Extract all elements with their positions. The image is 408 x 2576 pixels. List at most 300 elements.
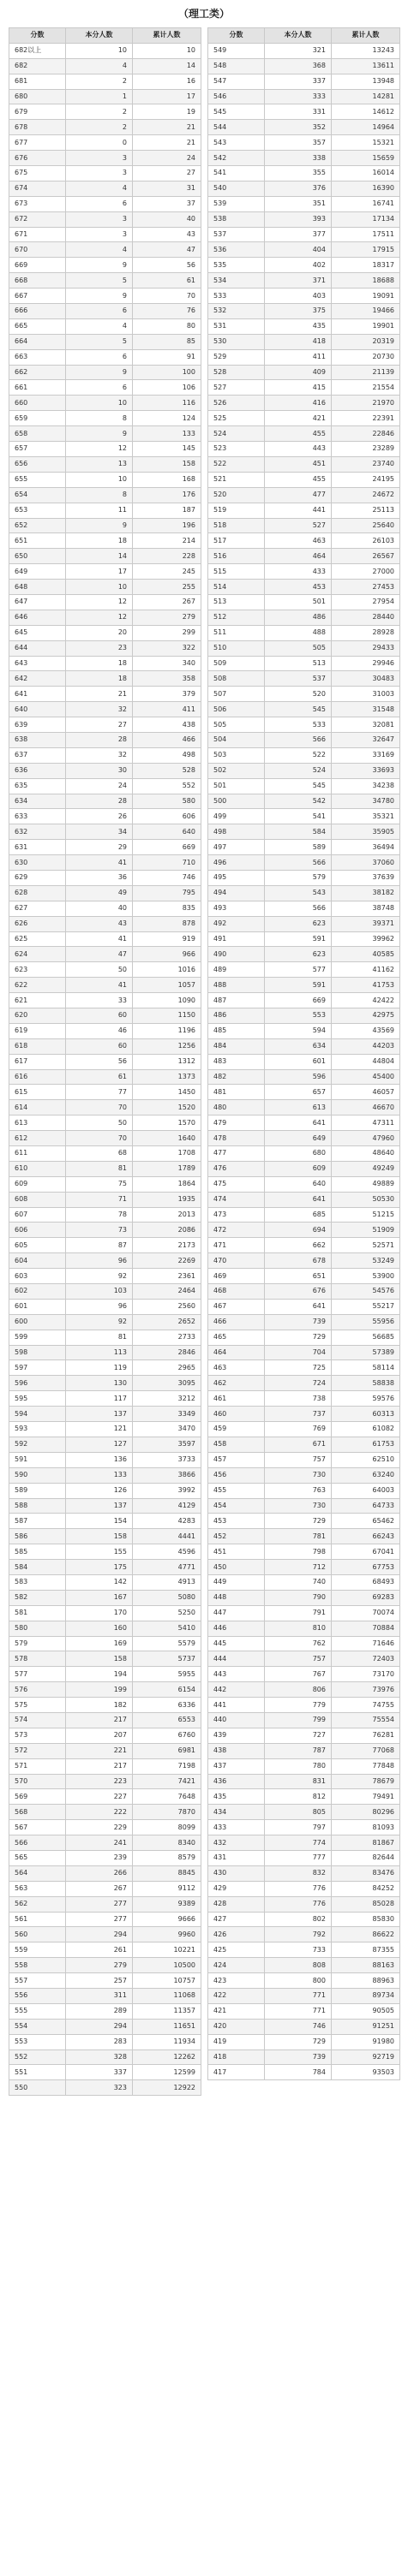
- count-cell: 810: [265, 1621, 332, 1636]
- cumulative-cell: 24672: [332, 487, 400, 503]
- cumulative-cell: 17915: [332, 242, 400, 258]
- cumulative-cell: 16: [133, 74, 201, 89]
- count-cell: 601: [265, 1054, 332, 1069]
- cumulative-cell: 88163: [332, 1958, 400, 1973]
- cumulative-cell: 196: [133, 518, 201, 533]
- score-cell: 427: [208, 1912, 265, 1927]
- table-row: [208, 1682, 400, 1698]
- score-cell: 448: [208, 1590, 265, 1605]
- cumulative-cell: 8099: [133, 1820, 201, 1835]
- table-row: [208, 1023, 400, 1038]
- score-cell: 509: [208, 656, 265, 671]
- table-row: [9, 1161, 201, 1176]
- count-cell: 311: [66, 1989, 133, 2004]
- table-row: [208, 58, 400, 74]
- cumulative-cell: 10221: [133, 1942, 201, 1958]
- count-cell: 488: [265, 625, 332, 640]
- count-cell: 32: [66, 747, 133, 763]
- cumulative-cell: 1016: [133, 962, 201, 978]
- count-cell: 279: [66, 1958, 133, 1973]
- count-cell: 662: [265, 1238, 332, 1253]
- cumulative-cell: 44203: [332, 1038, 400, 1054]
- table-row: [9, 411, 201, 426]
- cumulative-cell: 91251: [332, 2019, 400, 2034]
- table-row: [208, 318, 400, 334]
- cumulative-cell: 20319: [332, 334, 400, 349]
- cumulative-cell: 88963: [332, 1973, 400, 1989]
- score-cell: 481: [208, 1085, 265, 1100]
- score-cell: 605: [9, 1238, 66, 1253]
- table-row: [208, 104, 400, 120]
- cumulative-cell: 7198: [133, 1758, 201, 1774]
- score-cell: 540: [208, 181, 265, 196]
- table-row: [9, 273, 201, 289]
- cumulative-cell: 46057: [332, 1085, 400, 1100]
- cumulative-cell: 16390: [332, 181, 400, 196]
- table-row: [208, 1989, 400, 2004]
- cumulative-cell: 35321: [332, 809, 400, 824]
- count-cell: 199: [66, 1682, 133, 1698]
- cumulative-cell: 72403: [332, 1651, 400, 1667]
- count-cell: 704: [265, 1345, 332, 1360]
- score-cell: 620: [9, 1008, 66, 1024]
- cumulative-cell: 267: [133, 594, 201, 610]
- score-cell: 474: [208, 1192, 265, 1207]
- table-row: [9, 947, 201, 962]
- score-cell: 493: [208, 901, 265, 916]
- score-cell: 467: [208, 1299, 265, 1314]
- table-row: [9, 1069, 201, 1085]
- table-row: [9, 2003, 201, 2019]
- count-cell: 371: [265, 273, 332, 289]
- table-row: [208, 1912, 400, 1927]
- cumulative-cell: 3733: [133, 1452, 201, 1467]
- cumulative-cell: 255: [133, 580, 201, 595]
- count-cell: 207: [66, 1728, 133, 1743]
- cumulative-cell: 56: [133, 258, 201, 273]
- count-cell: 784: [265, 2065, 332, 2080]
- count-cell: 0: [66, 135, 133, 151]
- table-row: [208, 135, 400, 151]
- cumulative-cell: 34780: [332, 794, 400, 809]
- cumulative-cell: 84252: [332, 1881, 400, 1896]
- score-cell: 657: [9, 442, 66, 457]
- cumulative-cell: 3095: [133, 1376, 201, 1391]
- score-cell: 442: [208, 1682, 265, 1698]
- table-row: [9, 1115, 201, 1131]
- score-cell: 439: [208, 1728, 265, 1743]
- count-cell: 780: [265, 1758, 332, 1774]
- column-header-count: 本分人数: [66, 28, 133, 44]
- cumulative-cell: 13611: [332, 58, 400, 74]
- count-cell: 137: [66, 1407, 133, 1422]
- count-cell: 477: [265, 487, 332, 503]
- score-cell: 454: [208, 1498, 265, 1514]
- count-cell: 455: [265, 426, 332, 442]
- cumulative-cell: 43: [133, 227, 201, 242]
- score-cell: 446: [208, 1621, 265, 1636]
- score-cell: 548: [208, 58, 265, 74]
- table-row: [9, 931, 201, 947]
- score-cell: 654: [9, 487, 66, 503]
- table-row: [208, 1054, 400, 1069]
- table-row: [208, 2019, 400, 2034]
- cumulative-cell: 14612: [332, 104, 400, 120]
- cumulative-cell: 21139: [332, 365, 400, 380]
- count-cell: 27: [66, 717, 133, 733]
- count-cell: 117: [66, 1391, 133, 1407]
- table-body-right: [208, 43, 400, 2079]
- count-cell: 641: [265, 1192, 332, 1207]
- table-row: [208, 1927, 400, 1942]
- cumulative-cell: 90505: [332, 2003, 400, 2019]
- cumulative-cell: 2846: [133, 1345, 201, 1360]
- table-row: [9, 1498, 201, 1514]
- count-cell: 68: [66, 1146, 133, 1162]
- table-row: [208, 1865, 400, 1881]
- table-row: [9, 702, 201, 717]
- cumulative-cell: 4771: [133, 1560, 201, 1575]
- score-cell: 600: [9, 1314, 66, 1330]
- cumulative-cell: 56685: [332, 1330, 400, 1345]
- table-row: [208, 1131, 400, 1146]
- table-row: [208, 962, 400, 978]
- cumulative-cell: 29946: [332, 656, 400, 671]
- count-cell: 127: [66, 1437, 133, 1452]
- count-cell: 12: [66, 442, 133, 457]
- count-cell: 9: [66, 426, 133, 442]
- table-row: [208, 1958, 400, 1973]
- table-row: [208, 89, 400, 104]
- count-cell: 20: [66, 625, 133, 640]
- table-row: [208, 1605, 400, 1621]
- table-row: [208, 1176, 400, 1192]
- count-cell: 10: [66, 472, 133, 487]
- table-row: [9, 1238, 201, 1253]
- score-cell: 485: [208, 1023, 265, 1038]
- count-cell: 375: [265, 304, 332, 319]
- cumulative-cell: 27: [133, 166, 201, 181]
- score-cell: 488: [208, 978, 265, 993]
- cumulative-cell: 63240: [332, 1467, 400, 1483]
- cumulative-cell: 49249: [332, 1161, 400, 1176]
- count-cell: 40: [66, 901, 133, 916]
- count-cell: 8: [66, 487, 133, 503]
- cumulative-cell: 3349: [133, 1407, 201, 1422]
- score-cell: 459: [208, 1422, 265, 1437]
- cumulative-cell: 835: [133, 901, 201, 916]
- count-cell: 221: [66, 1743, 133, 1758]
- score-cell: 641: [9, 687, 66, 702]
- score-cell: 647: [9, 594, 66, 610]
- table-row: [208, 1789, 400, 1805]
- count-cell: 409: [265, 365, 332, 380]
- table-row: [208, 1253, 400, 1269]
- score-cell: 570: [9, 1774, 66, 1789]
- score-cell: 525: [208, 411, 265, 426]
- table-row: [208, 549, 400, 564]
- score-cell: 622: [9, 978, 66, 993]
- score-cell: 576: [9, 1682, 66, 1698]
- table-row: [208, 702, 400, 717]
- score-cell: 432: [208, 1835, 265, 1851]
- column-header-score: 分数: [208, 28, 265, 44]
- table-row: [208, 304, 400, 319]
- cumulative-cell: 5579: [133, 1636, 201, 1651]
- count-cell: 591: [265, 978, 332, 993]
- table-row: [208, 365, 400, 380]
- count-cell: 33: [66, 993, 133, 1008]
- count-cell: 29: [66, 840, 133, 855]
- count-cell: 50: [66, 1115, 133, 1131]
- score-cell: 637: [9, 747, 66, 763]
- table-row: [9, 2065, 201, 2080]
- table-row: [9, 1345, 201, 1360]
- count-cell: 453: [265, 580, 332, 595]
- cumulative-cell: 68493: [332, 1574, 400, 1590]
- score-cell: 633: [9, 809, 66, 824]
- count-cell: 712: [265, 1560, 332, 1575]
- cumulative-cell: 322: [133, 640, 201, 656]
- score-table-right: [207, 27, 400, 2080]
- table-row: [208, 1590, 400, 1605]
- count-cell: 579: [265, 870, 332, 885]
- table-row: [208, 1360, 400, 1376]
- cumulative-cell: 86622: [332, 1927, 400, 1942]
- score-cell: 510: [208, 640, 265, 656]
- cumulative-cell: 6336: [133, 1698, 201, 1713]
- cumulative-cell: 17: [133, 89, 201, 104]
- score-cell: 463: [208, 1360, 265, 1376]
- count-cell: 261: [66, 1942, 133, 1958]
- count-cell: 158: [66, 1651, 133, 1667]
- count-cell: 771: [265, 2003, 332, 2019]
- table-row: [208, 1223, 400, 1238]
- count-cell: 9: [66, 518, 133, 533]
- count-cell: 113: [66, 1345, 133, 1360]
- score-cell: 594: [9, 1407, 66, 1422]
- score-cell: 531: [208, 318, 265, 334]
- table-row: [9, 1131, 201, 1146]
- count-cell: 542: [265, 794, 332, 809]
- table-row: [208, 74, 400, 89]
- cumulative-cell: 76: [133, 304, 201, 319]
- count-cell: 30: [66, 763, 133, 778]
- score-cell: 618: [9, 1038, 66, 1054]
- count-cell: 142: [66, 1574, 133, 1590]
- table-row: [208, 747, 400, 763]
- table-row: [9, 1284, 201, 1300]
- table-row: [208, 1881, 400, 1896]
- table-row: [9, 1452, 201, 1467]
- table-row: [9, 518, 201, 533]
- cumulative-cell: 100: [133, 365, 201, 380]
- score-cell: 561: [9, 1912, 66, 1927]
- table-row: [208, 1560, 400, 1575]
- score-cell: 515: [208, 564, 265, 580]
- cumulative-cell: 77848: [332, 1758, 400, 1774]
- score-cell: 470: [208, 1253, 265, 1269]
- score-cell: 591: [9, 1452, 66, 1467]
- table-row: [208, 763, 400, 778]
- count-cell: 685: [265, 1207, 332, 1223]
- score-cell: 563: [9, 1881, 66, 1896]
- score-cell: 670: [9, 242, 66, 258]
- cumulative-cell: 2361: [133, 1269, 201, 1284]
- count-cell: 455: [265, 472, 332, 487]
- score-cell: 648: [9, 580, 66, 595]
- count-cell: 787: [265, 1743, 332, 1758]
- count-cell: 8: [66, 411, 133, 426]
- cumulative-cell: 28928: [332, 625, 400, 640]
- cumulative-cell: 24195: [332, 472, 400, 487]
- score-cell: 476: [208, 1161, 265, 1176]
- score-cell: 537: [208, 227, 265, 242]
- table-row: [9, 1574, 201, 1590]
- count-cell: 589: [265, 840, 332, 855]
- score-cell: 634: [9, 794, 66, 809]
- table-row: [208, 947, 400, 962]
- score-cell: 553: [9, 2034, 66, 2049]
- count-cell: 376: [265, 181, 332, 196]
- cumulative-cell: 1570: [133, 1115, 201, 1131]
- count-cell: 649: [265, 1131, 332, 1146]
- score-cell: 466: [208, 1314, 265, 1330]
- cumulative-cell: 18317: [332, 258, 400, 273]
- score-cell: 536: [208, 242, 265, 258]
- cumulative-cell: 2464: [133, 1284, 201, 1300]
- score-cell: 472: [208, 1223, 265, 1238]
- count-cell: 136: [66, 1452, 133, 1467]
- count-cell: 133: [66, 1467, 133, 1483]
- count-cell: 77: [66, 1085, 133, 1100]
- score-cell: 610: [9, 1161, 66, 1176]
- score-cell: 675: [9, 166, 66, 181]
- score-cell: 666: [9, 304, 66, 319]
- score-cell: 662: [9, 365, 66, 380]
- cumulative-cell: 10500: [133, 1958, 201, 1973]
- table-row: [208, 732, 400, 747]
- count-cell: 241: [66, 1835, 133, 1851]
- table-row: [9, 1927, 201, 1942]
- score-cell: 457: [208, 1452, 265, 1467]
- table-row: [9, 472, 201, 487]
- count-cell: 730: [265, 1467, 332, 1483]
- table-row: [208, 993, 400, 1008]
- score-cell: 593: [9, 1422, 66, 1437]
- score-cell: 636: [9, 763, 66, 778]
- count-cell: 739: [265, 2049, 332, 2065]
- score-cell: 682以上: [9, 43, 66, 58]
- cumulative-cell: 5250: [133, 1605, 201, 1621]
- score-cell: 484: [208, 1038, 265, 1054]
- cumulative-cell: 61753: [332, 1437, 400, 1452]
- cumulative-cell: 279: [133, 610, 201, 625]
- score-cell: 443: [208, 1667, 265, 1682]
- cumulative-cell: 54576: [332, 1284, 400, 1300]
- table-row: [9, 962, 201, 978]
- cumulative-cell: 7421: [133, 1774, 201, 1789]
- score-cell: 649: [9, 564, 66, 580]
- score-cell: 596: [9, 1376, 66, 1391]
- count-cell: 257: [66, 1973, 133, 1989]
- score-cell: 458: [208, 1437, 265, 1452]
- cumulative-cell: 27954: [332, 594, 400, 610]
- score-cell: 490: [208, 947, 265, 962]
- score-cell: 526: [208, 396, 265, 411]
- count-cell: 289: [66, 2003, 133, 2019]
- count-cell: 566: [265, 901, 332, 916]
- table-row: [9, 196, 201, 211]
- count-cell: 50: [66, 962, 133, 978]
- score-cell: 451: [208, 1544, 265, 1560]
- score-cell: 468: [208, 1284, 265, 1300]
- cumulative-cell: 15321: [332, 135, 400, 151]
- cumulative-cell: 83476: [332, 1865, 400, 1881]
- cumulative-cell: 76281: [332, 1728, 400, 1743]
- table-row: [9, 885, 201, 901]
- score-cell: 438: [208, 1743, 265, 1758]
- cumulative-cell: 15659: [332, 151, 400, 166]
- table-row: [9, 594, 201, 610]
- score-cell: 433: [208, 1820, 265, 1835]
- cumulative-cell: 47311: [332, 1115, 400, 1131]
- cumulative-cell: 528: [133, 763, 201, 778]
- count-cell: 60: [66, 1038, 133, 1054]
- table-row: [9, 1728, 201, 1743]
- score-cell: 496: [208, 855, 265, 871]
- cumulative-cell: 47960: [332, 1131, 400, 1146]
- score-cell: 585: [9, 1544, 66, 1560]
- table-row: [208, 2065, 400, 2080]
- score-cell: 486: [208, 1008, 265, 1024]
- cumulative-cell: 73170: [332, 1667, 400, 1682]
- cumulative-cell: 10: [133, 43, 201, 58]
- score-cell: 529: [208, 349, 265, 365]
- score-cell: 640: [9, 702, 66, 717]
- count-cell: 779: [265, 1698, 332, 1713]
- count-cell: 808: [265, 1958, 332, 1973]
- count-cell: 2: [66, 104, 133, 120]
- score-cell: 607: [9, 1207, 66, 1223]
- cumulative-cell: 23289: [332, 442, 400, 457]
- count-cell: 4: [66, 181, 133, 196]
- count-cell: 733: [265, 1942, 332, 1958]
- count-cell: 338: [265, 151, 332, 166]
- cumulative-cell: 124: [133, 411, 201, 426]
- cumulative-cell: 14: [133, 58, 201, 74]
- count-cell: 277: [66, 1912, 133, 1927]
- count-cell: 17: [66, 564, 133, 580]
- score-cell: 418: [208, 2049, 265, 2065]
- count-cell: 182: [66, 1698, 133, 1713]
- cumulative-cell: 69283: [332, 1590, 400, 1605]
- cumulative-cell: 7870: [133, 1805, 201, 1820]
- cumulative-cell: 1090: [133, 993, 201, 1008]
- count-cell: 806: [265, 1682, 332, 1698]
- count-cell: 737: [265, 1407, 332, 1422]
- score-cell: 556: [9, 1989, 66, 2004]
- cumulative-cell: 92719: [332, 2049, 400, 2065]
- table-row: [208, 1452, 400, 1467]
- cumulative-cell: 53900: [332, 1269, 400, 1284]
- count-cell: 771: [265, 1989, 332, 2004]
- table-row: [9, 151, 201, 166]
- table-row: [9, 794, 201, 809]
- table-row: [9, 1805, 201, 1820]
- score-cell: 574: [9, 1712, 66, 1728]
- count-cell: 6: [66, 380, 133, 396]
